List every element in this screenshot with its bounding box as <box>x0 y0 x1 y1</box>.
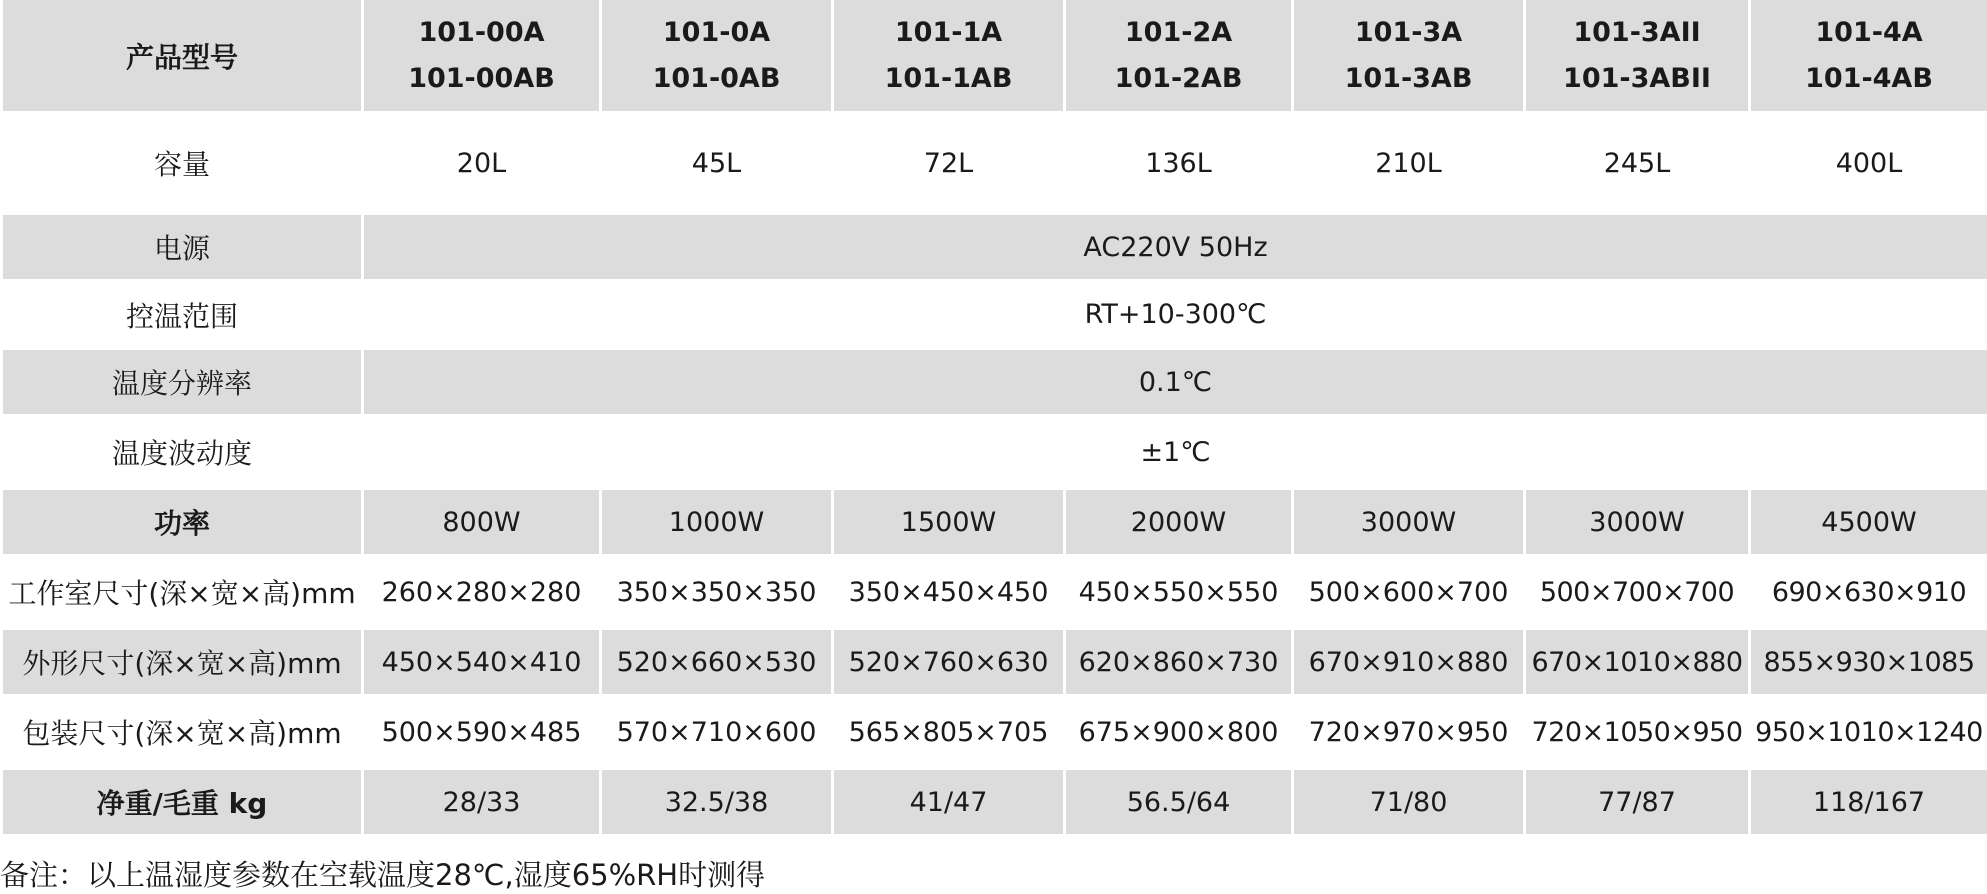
table-cell: 800W <box>364 490 599 554</box>
table-cell: 28/33 <box>364 770 599 834</box>
table-cell: 20L <box>364 111 599 215</box>
table-cell: 350×450×450 <box>834 554 1063 630</box>
model-cell: 101-1A 101-1AB <box>834 0 1063 111</box>
table-cell: 570×710×600 <box>602 694 831 770</box>
outer-size-row <box>3 630 1987 694</box>
table-cell: 500×600×700 <box>1294 554 1523 630</box>
table-cell: 950×1010×1240 <box>1751 694 1987 770</box>
table-cell: 350×350×350 <box>602 554 831 630</box>
power-supply-row <box>3 215 1987 279</box>
table-cell: 1000W <box>602 490 831 554</box>
table-cell: 2000W <box>1066 490 1291 554</box>
merged-cell: AC220V 50Hz <box>364 215 1987 279</box>
model-cell: 101-2A 101-2AB <box>1066 0 1291 111</box>
table-cell: 260×280×280 <box>364 554 599 630</box>
power-row <box>3 490 1987 554</box>
table-cell: 720×1050×950 <box>1526 694 1748 770</box>
table-cell: 1500W <box>834 490 1063 554</box>
table-cell: 565×805×705 <box>834 694 1063 770</box>
table-cell: 72L <box>834 111 1063 215</box>
temp-range-row <box>3 279 1987 350</box>
row-label: 净重/毛重 kg <box>3 770 361 834</box>
model-cell: 101-3AII 101-3ABII <box>1526 0 1748 111</box>
row-label: 容量 <box>3 111 361 215</box>
model-cell: 101-4A 101-4AB <box>1751 0 1987 111</box>
table-cell: 400L <box>1751 111 1987 215</box>
table-cell: 56.5/64 <box>1066 770 1291 834</box>
package-size-row <box>3 694 1987 770</box>
table-cell: 210L <box>1294 111 1523 215</box>
row-label: 温度分辨率 <box>3 350 361 414</box>
model-cell: 101-3A 101-3AB <box>1294 0 1523 111</box>
temp-resolution-row <box>3 350 1987 414</box>
header-row <box>3 0 1987 111</box>
table-cell: 450×550×550 <box>1066 554 1291 630</box>
merged-cell: RT+10-300℃ <box>364 279 1987 350</box>
table-cell: 32.5/38 <box>602 770 831 834</box>
footnote: 备注：以上温湿度参数在空载温度28℃,湿度65%RH时测得 <box>0 858 766 892</box>
merged-cell: ±1℃ <box>364 414 1987 490</box>
table-cell: 675×900×800 <box>1066 694 1291 770</box>
row-label: 温度波动度 <box>3 414 361 490</box>
row-label: 电源 <box>3 215 361 279</box>
table-cell: 71/80 <box>1294 770 1523 834</box>
model-cell: 101-0A 101-0AB <box>602 0 831 111</box>
table-cell: 500×590×485 <box>364 694 599 770</box>
table-cell: 245L <box>1526 111 1748 215</box>
row-label: 工作室尺寸(深×宽×高)mm <box>3 554 361 630</box>
table-cell: 520×660×530 <box>602 630 831 694</box>
chamber-size-row <box>3 554 1987 630</box>
table-cell: 690×630×910 <box>1751 554 1987 630</box>
header-label: 产品型号 <box>3 0 361 111</box>
row-label: 控温范围 <box>3 279 361 350</box>
table-cell: 855×930×1085 <box>1751 630 1987 694</box>
table-cell: 500×700×700 <box>1526 554 1748 630</box>
table-cell: 45L <box>602 111 831 215</box>
table-cell: 670×910×880 <box>1294 630 1523 694</box>
temp-fluctuation-row <box>3 414 1987 490</box>
row-label: 包装尺寸(深×宽×高)mm <box>3 694 361 770</box>
table-cell: 77/87 <box>1526 770 1748 834</box>
weight-row <box>3 770 1987 834</box>
table-cell: 41/47 <box>834 770 1063 834</box>
table-cell: 136L <box>1066 111 1291 215</box>
row-label: 功率 <box>3 490 361 554</box>
model-cell: 101-00A 101-00AB <box>364 0 599 111</box>
table-cell: 118/167 <box>1751 770 1987 834</box>
table-cell: 720×970×950 <box>1294 694 1523 770</box>
merged-cell: 0.1℃ <box>364 350 1987 414</box>
capacity-row <box>3 111 1987 215</box>
table-cell: 450×540×410 <box>364 630 599 694</box>
table-cell: 4500W <box>1751 490 1987 554</box>
table-cell: 670×1010×880 <box>1526 630 1748 694</box>
row-label: 外形尺寸(深×宽×高)mm <box>3 630 361 694</box>
table-cell: 3000W <box>1526 490 1748 554</box>
table-cell: 3000W <box>1294 490 1523 554</box>
table-cell: 520×760×630 <box>834 630 1063 694</box>
table-cell: 620×860×730 <box>1066 630 1291 694</box>
